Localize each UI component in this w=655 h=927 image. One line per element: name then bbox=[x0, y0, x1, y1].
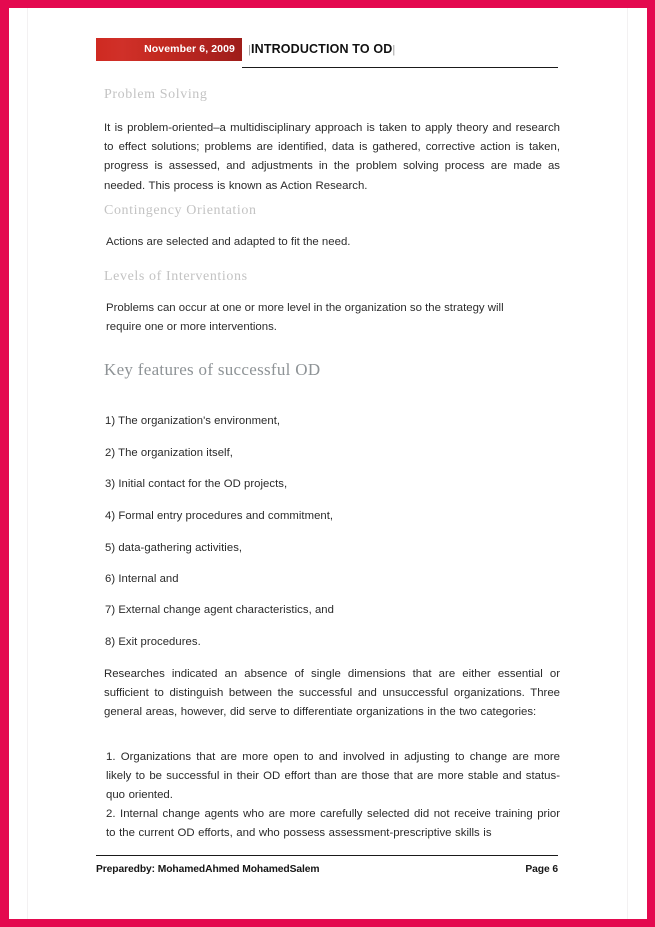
section-body-problem-solving: It is problem-oriented–a multidisciplinary approach is taken to apply theory and research to effect solutions; problems are identified, data is gathered, corrective action is taken, progress is assessed, and adjustments in the problem solving process are made as needed. This process is known as Action Research. bbox=[104, 122, 560, 192]
footer-divider-rule bbox=[96, 855, 558, 856]
closing-point-one-paragraph: 1. Organizations that are more open to and involved in adjusting to change are more likely to be successful in their OD effort than are those that are more stable and status-quo oriented. bbox=[106, 751, 560, 802]
key-feature-item-7: 7) External change agent characteristics, and bbox=[105, 604, 334, 616]
section-heading-levels-of-interventions: Levels of Interventions bbox=[104, 269, 248, 284]
header-date-badge: November 6, 2009 bbox=[96, 38, 242, 61]
footer-prepared-by: Preparedby: MohamedAhmed MohamedSalem bbox=[96, 864, 320, 875]
key-feature-item-8: 8) Exit procedures. bbox=[105, 636, 201, 648]
header-title-trail-mark: | bbox=[392, 44, 396, 56]
document-page bbox=[9, 8, 647, 919]
key-feature-item-5: 5) data-gathering activities, bbox=[105, 542, 243, 554]
key-features-heading: Key features of successful OD bbox=[104, 360, 321, 379]
header-divider-rule bbox=[242, 67, 558, 68]
closing-point-two-paragraph: 2. Internal change agents who are more carefully selected did not receive training prior to the current OD efforts, and who possess assessment-prescriptive skills is bbox=[106, 808, 560, 840]
key-feature-item-6: 6) Internal and bbox=[105, 573, 179, 585]
section-body-contingency-orientation: Actions are selected and adapted to fit the need. bbox=[106, 236, 351, 248]
key-feature-item-1: 1) The organization's environment, bbox=[105, 415, 281, 427]
section-heading-contingency-orientation: Contingency Orientation bbox=[104, 203, 257, 218]
section-body-levels-of-interventions: Problems can occur at one or more level in the organization so the strategy will require one or more interventions. bbox=[106, 302, 504, 333]
footer-page-number: Page 6 bbox=[525, 864, 558, 875]
document-header bbox=[96, 36, 558, 68]
header-title bbox=[248, 38, 395, 62]
document-content bbox=[9, 8, 647, 919]
closing-intro-paragraph: Researches indicated an absence of single dimensions that are either essential or sufficient to distinguish between the successful and unsuccessful organizations. Three general areas, however, did serve to differentiate organizations in the two categories: bbox=[104, 668, 560, 719]
header-title-lead-mark: | bbox=[248, 44, 252, 56]
key-feature-item-2: 2) The organization itself, bbox=[105, 447, 233, 459]
section-heading-problem-solving: Problem Solving bbox=[104, 87, 208, 102]
header-title-text: INTRODUCTION TO OD bbox=[251, 42, 393, 56]
key-feature-item-4: 4) Formal entry procedures and commitment, bbox=[105, 510, 334, 522]
key-feature-item-3: 3) Initial contact for the OD projects, bbox=[105, 478, 288, 490]
